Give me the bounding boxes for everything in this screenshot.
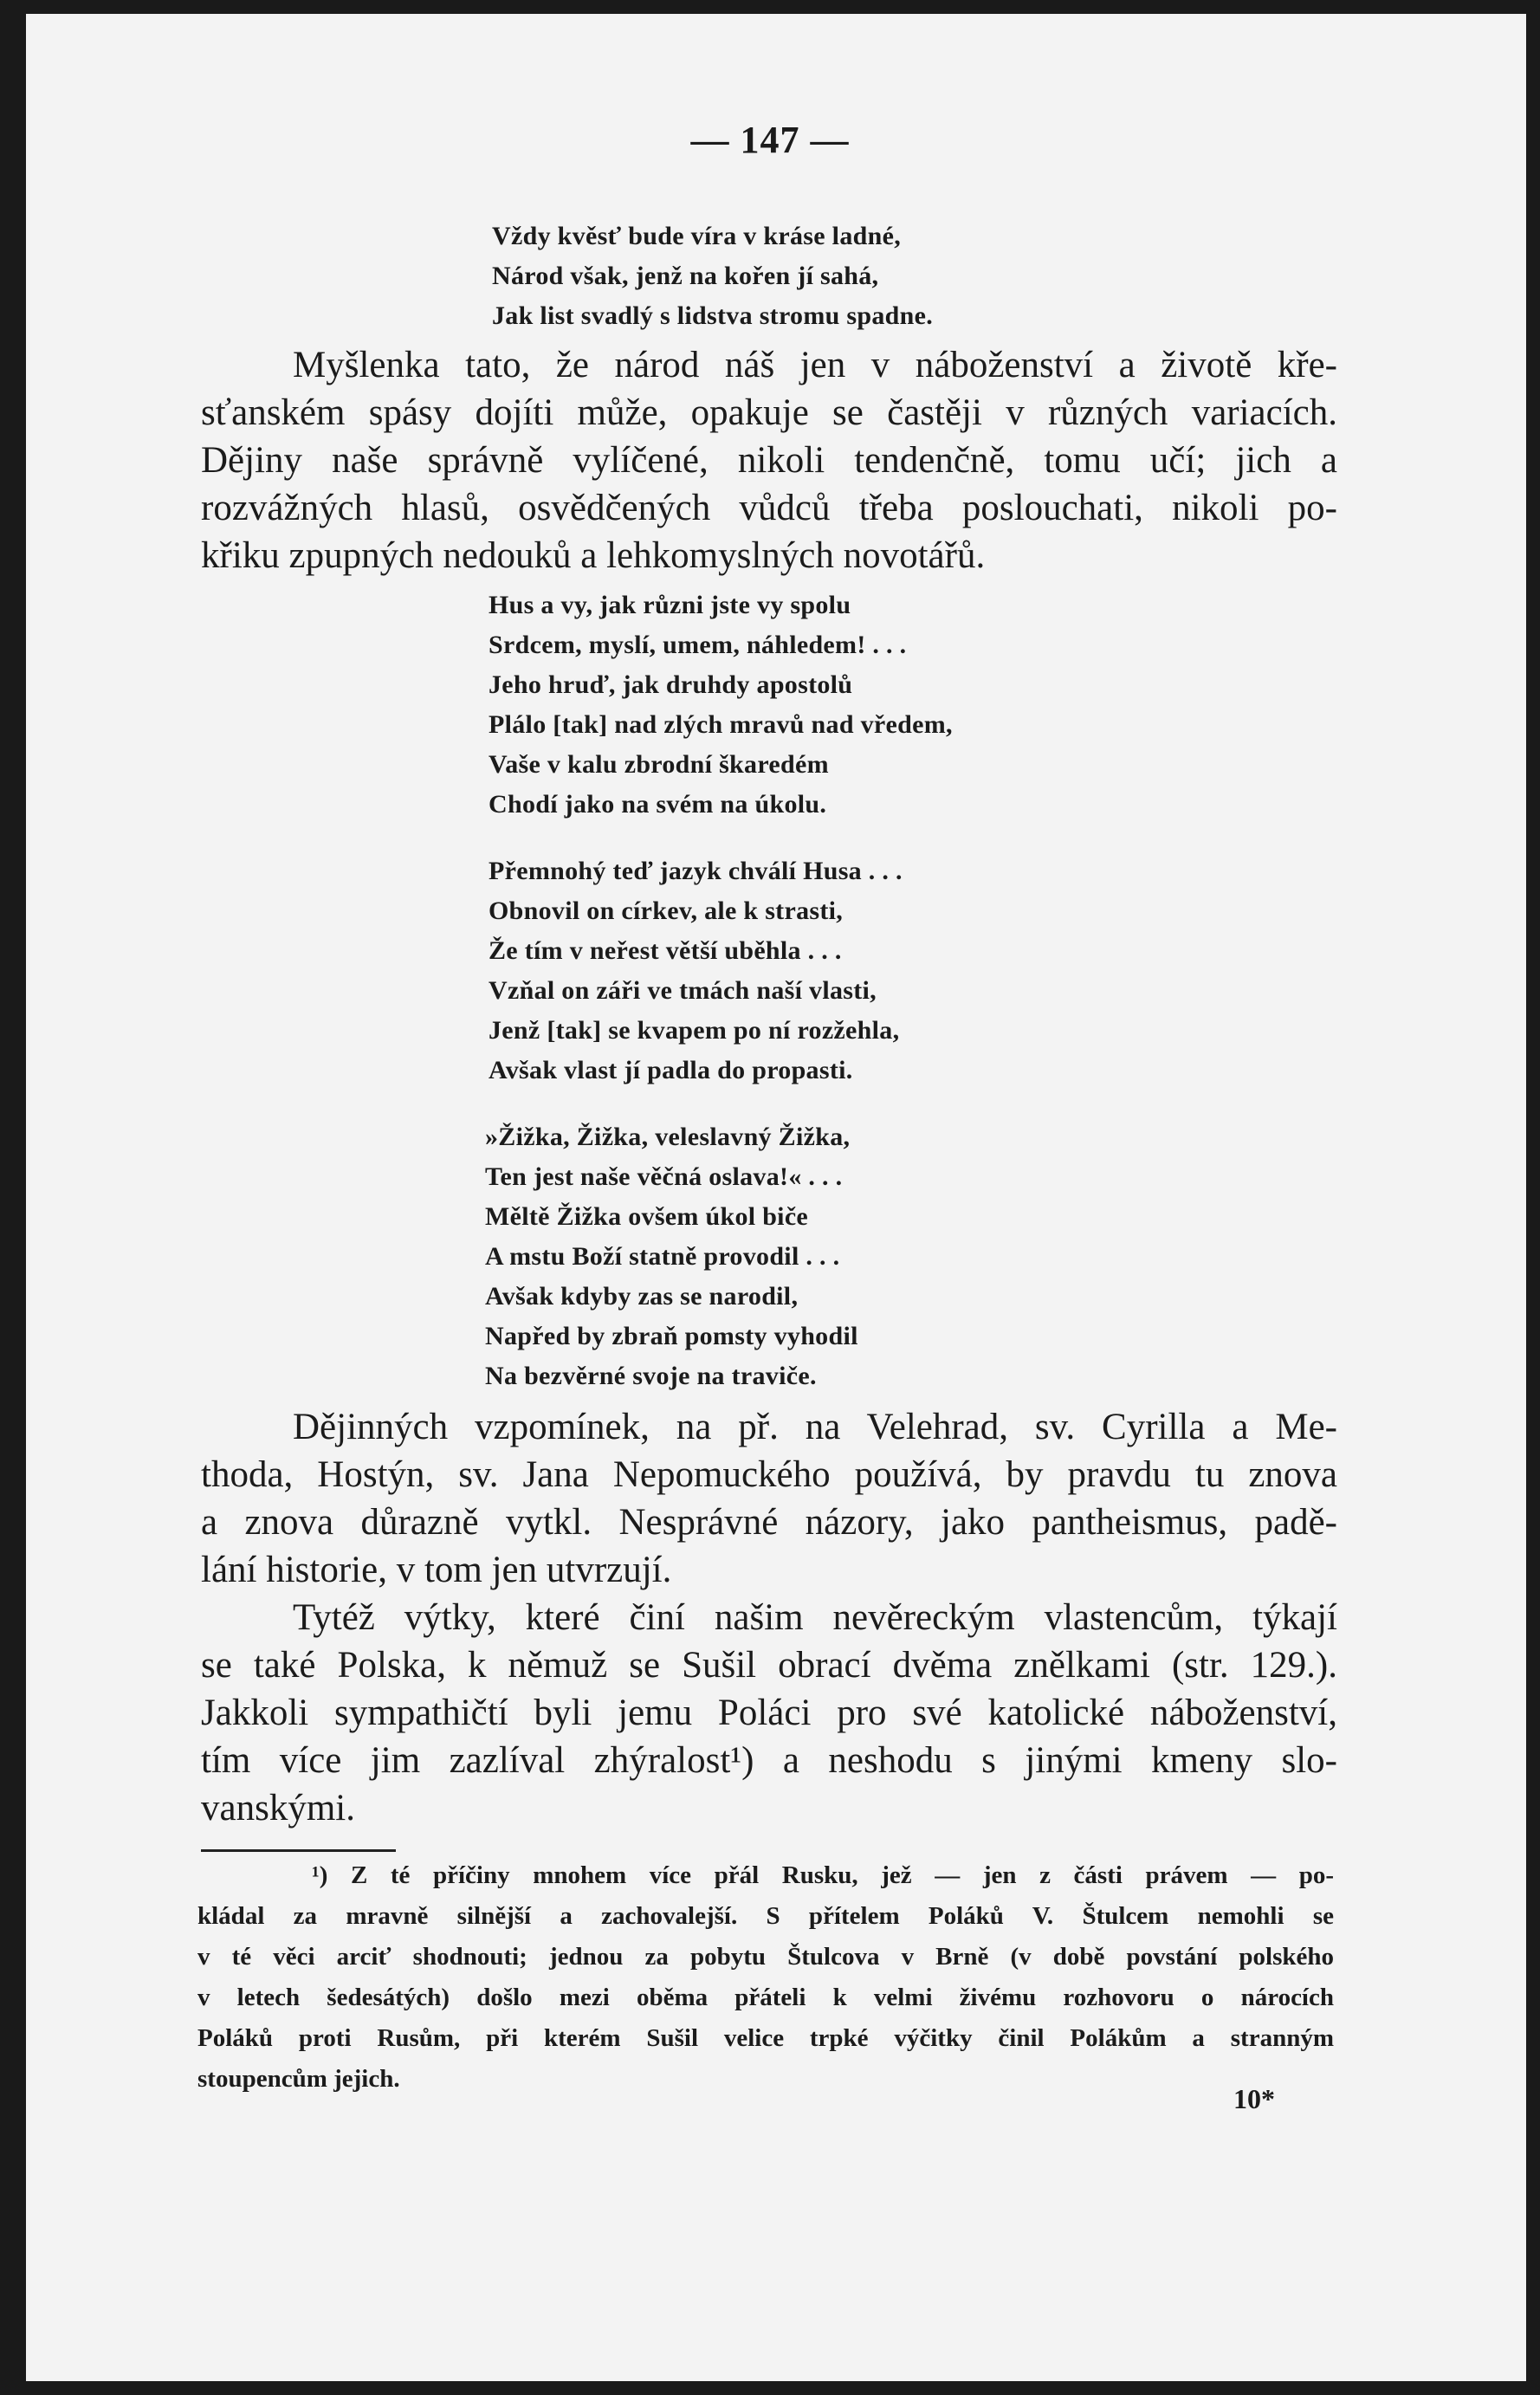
verse-block-2 — [489, 586, 953, 825]
footnote-line: stoupencům jejich. — [197, 2065, 400, 2093]
verse-line: Jak list svadlý s lidstva stromu spadne. — [492, 301, 934, 330]
verse-line: Národ však, jenž na kořen jí sahá, — [492, 262, 879, 290]
paragraph-line: lání historie, v tom jen utvrzují. — [201, 1550, 672, 1590]
paragraph-line: a znova důrazně vytkl. Nesprávné názory, jako pantheismus, padě- — [201, 1502, 1337, 1543]
paragraph-2 — [201, 1403, 1337, 1594]
paragraph-line: křiku zpupných nedouků a lehkomyslných novotářů. — [201, 535, 986, 576]
verse-line: Napřed by zbraň pomsty vyhodil — [485, 1322, 858, 1350]
verse-line: Chodí jako na svém na úkolu. — [489, 790, 827, 819]
verse-line: Obnovil on církev, ale k strasti, — [489, 897, 844, 925]
paragraph-line: thoda, Hostýn, sv. Jana Nepomuckého používá, by pravdu tu znova — [201, 1454, 1337, 1495]
paragraph-line: se také Polska, k němuž se Sušil obrací dvěma znělkami (str. 129.). — [201, 1645, 1337, 1686]
footnote-line: v letech šedesátých) došlo mezi oběma přáteli k velmi živému rozhovoru o nárocích — [197, 1984, 1334, 2011]
verse-line: Plálo [tak] nad zlých mravů nad vředem, — [489, 710, 953, 739]
verse-line: Vaše v kalu zbrodní škaredém — [489, 750, 829, 779]
paragraph-line: vanskými. — [201, 1788, 355, 1829]
verse-line: Že tím v neřest větší uběhla . . . — [489, 936, 842, 965]
paragraph-line: Dějinných vzpomínek, na př. na Velehrad, sv. Cyrilla a Me- — [293, 1407, 1337, 1447]
page-number: — 147 — — [690, 119, 850, 161]
paragraph-line: sťanském spásy dojíti může, opakuje se častěji v různých variacích. — [201, 392, 1337, 433]
verse-line: Měltě Žižka ovšem úkol biče — [485, 1202, 809, 1231]
verse-block-1 — [492, 217, 933, 336]
verse-line: A mstu Boží statně provodil . . . — [485, 1242, 840, 1271]
verse-line: Ten jest naše věčná oslava!« . . . — [485, 1162, 843, 1191]
verse-line: Avšak vlast jí padla do propasti. — [489, 1056, 853, 1084]
verse-block-4 — [485, 1117, 858, 1396]
verse-line: Vzňal on záři ve tmách naší vlasti, — [489, 976, 877, 1005]
verse-line: Jeho hruď, jak druhdy apostolů — [489, 670, 853, 699]
verse-line: »Žižka, Žižka, veleslavný Žižka, — [485, 1123, 851, 1151]
footnote-line: Poláků proti Rusům, při kterém Sušil velice trpké výčitky činil Polákům a stranným — [197, 2024, 1334, 2052]
paragraph-line: Dějiny naše správně vylíčené, nikoli tendenčně, tomu učí; jich a — [201, 440, 1337, 481]
paragraph-3 — [201, 1594, 1337, 1832]
paragraph-line: tím více jim zazlíval zhýralost¹) a neshodu s jinými kmeny slo- — [201, 1740, 1337, 1781]
footnote — [197, 1855, 1334, 2100]
verse-block-3 — [489, 851, 903, 1091]
signature-mark: 10* — [1233, 2083, 1275, 2114]
paragraph-line: Tytéž výtky, které činí našim nevěreckým vlastencům, týkají — [293, 1597, 1337, 1638]
verse-line: Přemnohý teď jazyk chválí Husa . . . — [489, 857, 903, 885]
paragraph-line: Myšlenka tato, že národ náš jen v náboženství a životě kře- — [293, 345, 1337, 385]
verse-line: Hus a vy, jak různi jste vy spolu — [489, 591, 851, 619]
verse-line: Jenž [tak] se kvapem po ní rozžehla, — [489, 1016, 900, 1045]
paragraph-1 — [201, 341, 1337, 579]
footnote-line: ¹) Z té příčiny mnohem více přál Rusku, jež — jen z části právem — po- — [312, 1861, 1334, 1889]
verse-line: Avšak kdyby zas se narodil, — [485, 1282, 799, 1311]
footnote-line: kládal za mravně silnější a zachovalejší. S přítelem Poláků V. Štulcem nemohli se — [197, 1902, 1334, 1930]
footnote-divider — [201, 1849, 396, 1852]
footnote-line: v té věci arciť shodnouti; jednou za pobytu Štulcova v Brně (v době povstání polského — [197, 1943, 1334, 1971]
verse-line: Na bezvěrné svoje na traviče. — [485, 1362, 817, 1390]
verse-line: Vždy kvěsť bude víra v kráse ladné, — [492, 222, 901, 250]
paragraph-line: rozvážných hlasů, osvědčených vůdců třeba poslouchati, nikoli po- — [201, 488, 1337, 528]
verse-line: Srdcem, myslí, umem, náhledem! . . . — [489, 631, 907, 659]
paragraph-line: Jakkoli sympathičtí byli jemu Poláci pro své katolické náboženství, — [201, 1693, 1337, 1733]
